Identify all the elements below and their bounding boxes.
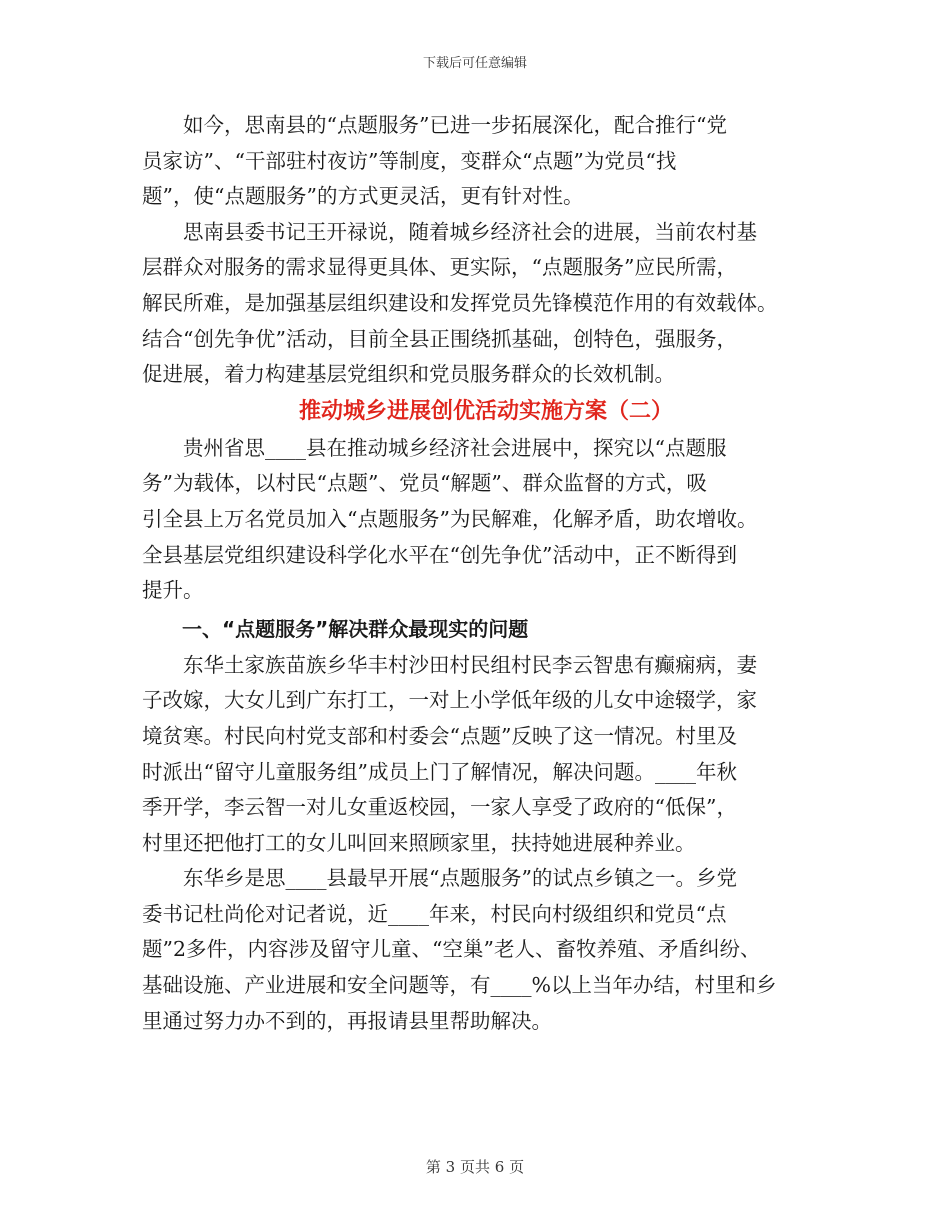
text-line: 促进展，着力构建基层党组织和党员服务群众的长效机制。 bbox=[142, 362, 675, 387]
text-line: 东华土家族苗族乡华丰村沙田村民组村民李云智患有癫痫病，妻 bbox=[142, 652, 757, 677]
text-line: 务”为载体，以村民“点题”、党员“解题”、群众监督的方式，吸 bbox=[142, 471, 707, 496]
text-line: 委书记杜尚伦对记者说，近____年来，村民向村级组织和党员“点 bbox=[142, 901, 727, 926]
text-line: 子改嫁，大女儿到广东打工，一对上小学低年级的儿女中途辍学，家 bbox=[142, 688, 757, 713]
text-line: 东华乡是思____县最早开展“点题服务”的试点乡镇之一。乡党 bbox=[142, 866, 737, 891]
document-body bbox=[142, 108, 824, 1039]
text-line: 结合“创先争优”活动，目前全县正围绕抓基础，创特色，强服务， bbox=[142, 326, 737, 351]
page-footer: 第 3 页共 6 页 bbox=[425, 1158, 525, 1176]
text-line: 题”2多件，内容涉及留守儿童、“空巢”老人、畜牧养殖、矛盾纠纷、 bbox=[142, 937, 761, 962]
text-line: 层群众对服务的需求显得更具体、更实际，“点题服务”应民所需， bbox=[142, 255, 737, 280]
text-line: 员家访”、“干部驻村夜访”等制度，变群众“点题”为党员“找 bbox=[142, 148, 677, 173]
text-line: 里通过努力办不到的，再报请县里帮助解决。 bbox=[142, 1008, 552, 1033]
paragraph-2 bbox=[142, 215, 824, 393]
text-line: 思南县委书记王开禄说，随着城乡经济社会的进展，当前农村基 bbox=[142, 219, 757, 244]
subheading-1: 一、“点题服务”解决群众最现实的问题 bbox=[142, 616, 529, 641]
paragraph-4 bbox=[142, 648, 824, 862]
section-title: 推动城乡进展创优活动实施方案（二） bbox=[298, 398, 673, 424]
paragraph-5 bbox=[142, 861, 824, 1039]
text-line: 贵州省思____县在推动城乡经济社会进展中，探究以“点题服 bbox=[142, 435, 727, 460]
text-line: 全县基层党组织建设科学化水平在“创先争优”活动中，正不断得到 bbox=[142, 542, 737, 567]
text-line: 境贫寒。村民向村党支部和村委会“点题”反映了这一情况。村里及 bbox=[142, 723, 737, 748]
text-line: 季开学，李云智一对儿女重返校园，一家人享受了政府的“低保”， bbox=[142, 795, 737, 820]
text-line: 提升。 bbox=[142, 578, 204, 603]
text-line: 题”，使“点题服务”的方式更灵活，更有针对性。 bbox=[142, 184, 584, 209]
text-line: 如今，思南县的“点题服务”已进一步拓展深化，配合推行“党 bbox=[142, 113, 727, 137]
paragraph-1 bbox=[142, 108, 824, 215]
page-header: 下载后可任意编辑 bbox=[422, 56, 527, 71]
paragraph-3 bbox=[142, 431, 824, 609]
text-line: 解民所难，是加强基层组织建设和发挥党员先锋模范作用的有效载体。 bbox=[142, 290, 778, 315]
text-line: 时派出“留守儿童服务组”成员上门了解情况，解决问题。____年秋 bbox=[142, 759, 737, 784]
text-line: 引全县上万名党员加入“点题服务”为民解难，化解矛盾，助农增收。 bbox=[142, 506, 758, 531]
text-line: 村里还把他打工的女儿叫回来照顾家里，扶持她进展种养业。 bbox=[142, 830, 696, 855]
text-line: 基础设施、产业进展和安全问题等，有____%以上当年办结，村里和乡 bbox=[142, 973, 777, 998]
